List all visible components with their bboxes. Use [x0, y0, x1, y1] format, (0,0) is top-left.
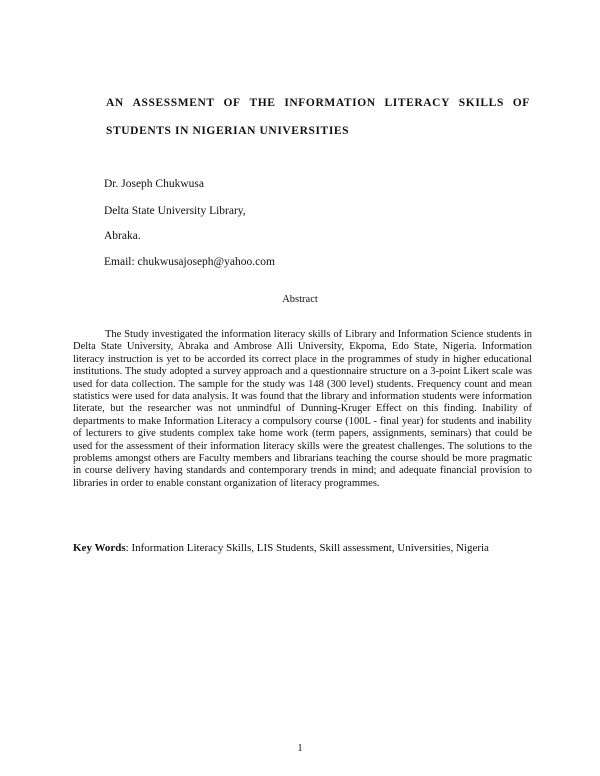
- page-number: 1: [297, 743, 303, 754]
- title-word: AN: [106, 97, 124, 109]
- author-name: Dr. Joseph Chukwusa: [104, 178, 204, 190]
- keywords-text: : Information Literacy Skills, LIS Students, Skill assessment, Universities, Nigeria: [125, 542, 489, 554]
- title-word: LITERACY: [384, 97, 450, 109]
- author-location: Abraka.: [104, 230, 141, 242]
- abstract-body: The Study investigated the information literacy skills of Library and Information Science students in Delta State University, Abraka and Ambrose Alli University, Ekpoma, Edo State, Nigeria. Information literacy instruction is yet to be accorded its correct place in the programmes of study in higher educational institutions. The study adopted a survey approach and a questionnaire structure on a 3-point Likert scale was used for data collection. The sample for the study was 148 (300 level) students. Frequency count and mean statistics were used for data analysis. It was found that the library and information students were information literate, but the researcher was not unmindful of Dunning-Kruger Effect on this finding. Inability of departments to make Information Literacy a compulsory course (100L - final year) for students and inability of lecturers to give students complex take home work (term papers, assignments, seminars) that could be used for the assessment of their information literacy skills were the greatest challenges. The solutions to the problems amongst others are Faculty members and librarians teaching the course should be more pragmatic in course delivery having standards and contemporary trends in mind; and adequate financial provision to libraries in order to enable constant organization of literacy programmes.: [73, 329, 532, 489]
- title-word: THE: [249, 97, 276, 109]
- author-affiliation: Delta State University Library,: [104, 205, 246, 217]
- title-word: SKILLS: [458, 97, 504, 109]
- keywords-line: [73, 542, 543, 554]
- keywords-label: Key Words: [73, 542, 126, 554]
- title-word: OF: [223, 97, 241, 109]
- title-word: INFORMATION: [284, 97, 376, 109]
- abstract-heading: Abstract: [282, 294, 318, 305]
- paper-title-line-1: [106, 97, 530, 109]
- title-word: OF: [512, 97, 530, 109]
- paper-title-line-2: STUDENTS IN NIGERIAN UNIVERSITIES: [106, 125, 350, 137]
- author-email: Email: chukwusajoseph@yahoo.com: [104, 256, 275, 268]
- title-word: ASSESSMENT: [132, 97, 215, 109]
